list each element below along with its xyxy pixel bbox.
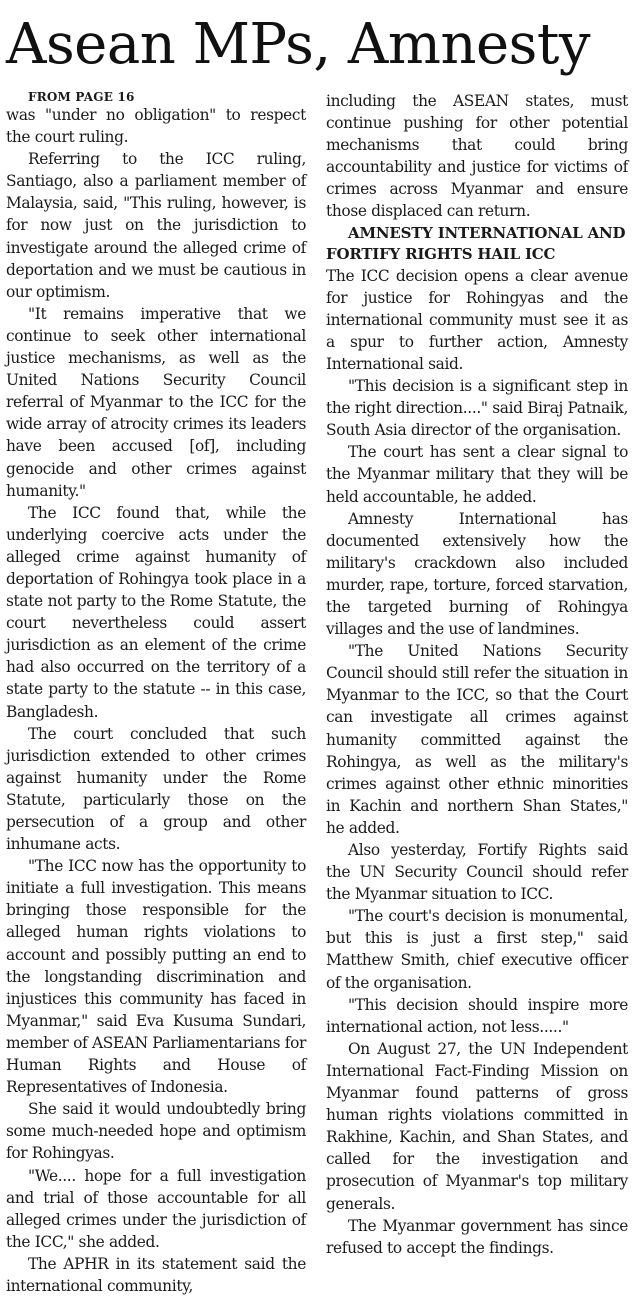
jump-line: FROM PAGE 16 (28, 90, 135, 104)
paragraph: "This decision should inspire more international action, not less....." (326, 995, 628, 1036)
paragraph: "The ICC now has the opportunity to initiate a full investigation. This means bringing those responsible for the alleged human rights violations to account and possibly putting an end to the longstanding discrimination and injustices this community has faced in Myanmar," said Eva Kusuma Sundari, member of ASEAN Parliamentarians for Human Rights and House of Representatives of Indonesia. (6, 857, 306, 1097)
paragraph: The court concluded that such jurisdiction extended to other crimes against humanity under the Rome Statute, particularly those on the persecution of a group and other inhumane acts. (6, 724, 306, 854)
paragraph: including the ASEAN states, must continue pushing for other potential mechanisms that could bring accountability and justice for victims of crimes across Myanmar and ensure those displaced can return. (326, 92, 628, 221)
paragraph: Amnesty International has documented extensively how the military's crackdown also included murder, rape, torture, forced starvation, the targeted burning of Rohingya villages and the use of landmines. (326, 509, 628, 639)
paragraph: Also yesterday, Fortify Rights said the UN Security Council should refer the Myanmar situation to ICC. (326, 841, 628, 904)
paragraph: "The United Nations Security Council should still refer the situation in Myanmar to the ICC, so that the Court can investigate all crimes against humanity committed against the Rohingya, as well as the military's crimes against other ethnic minorities in Kachin and northern Shan States," he added. (326, 642, 628, 837)
paragraph: Referring to the ICC ruling, Santiago, also a parliament member of Malaysia, said, "This ruling, however, is for now just on the jurisdiction to investigate around the alleged crime of deportation and we must be cautious in our optimism. (6, 150, 306, 301)
paragraph: The ICC found that, while the underlying coercive acts under the alleged crime against humanity of deportation of Rohingya took place in a state not party to the Rome Statute, the court nevertheless could assert jurisdiction as an element of the crime had also occurred on the territory of a state party to the statute -- in this case, Bangladesh. (6, 503, 306, 721)
left-column (6, 90, 306, 1297)
right-column (326, 90, 628, 1259)
paragraph: was "under no obligation" to respect the court ruling. (6, 106, 306, 147)
paragraph: "This decision is a significant step in the right direction...." said Biraj Patnaik, South Asia director of the organisation. (326, 377, 628, 440)
subhead-line: FORTIFY RIGHTS HAIL ICC (326, 244, 556, 263)
paragraph: "We.... hope for a full investigation and trial of those accountable for all alleged crimes under the jurisdiction of the ICC," she added. (6, 1166, 306, 1251)
subhead-line: AMNESTY INTERNATIONAL AND (348, 223, 626, 242)
paragraph: She said it would undoubtedly bring some much-needed hope and optimism for Rohingyas. (6, 1100, 306, 1163)
paragraph: On August 27, the UN Independent International Fact-Finding Mission on Myanmar found patterns of gross human rights violations committed in Rakhine, Kachin, and Shan States, and called for the investigation and prosecution of Myanmar's top military generals. (326, 1039, 628, 1213)
paragraph: "The court's decision is monumental, but this is just a first step," said Matthew Smith, chief executive officer of the organisation. (326, 907, 628, 992)
subhead (326, 223, 628, 265)
paragraph: "It remains imperative that we continue to seek other international justice mechanisms, as well as the United Nations Security Council referral of Myanmar to the ICC for the wide array of atrocity crimes its leaders have been accused [of], including genocide and other crimes against humanity." (6, 304, 306, 500)
paragraph: The court has sent a clear signal to the Myanmar military that they will be held accountable, he added. (326, 443, 628, 506)
headline: Asean MPs, Amnesty (6, 12, 591, 77)
paragraph: The ICC decision opens a clear avenue for justice for Rohingyas and the international community must see it as a spur to further action, Amnesty International said. (326, 266, 628, 373)
paragraph: The Myanmar government has since refused to accept the findings. (326, 1216, 628, 1257)
paragraph: The APHR in its statement said the international community, (6, 1254, 306, 1295)
